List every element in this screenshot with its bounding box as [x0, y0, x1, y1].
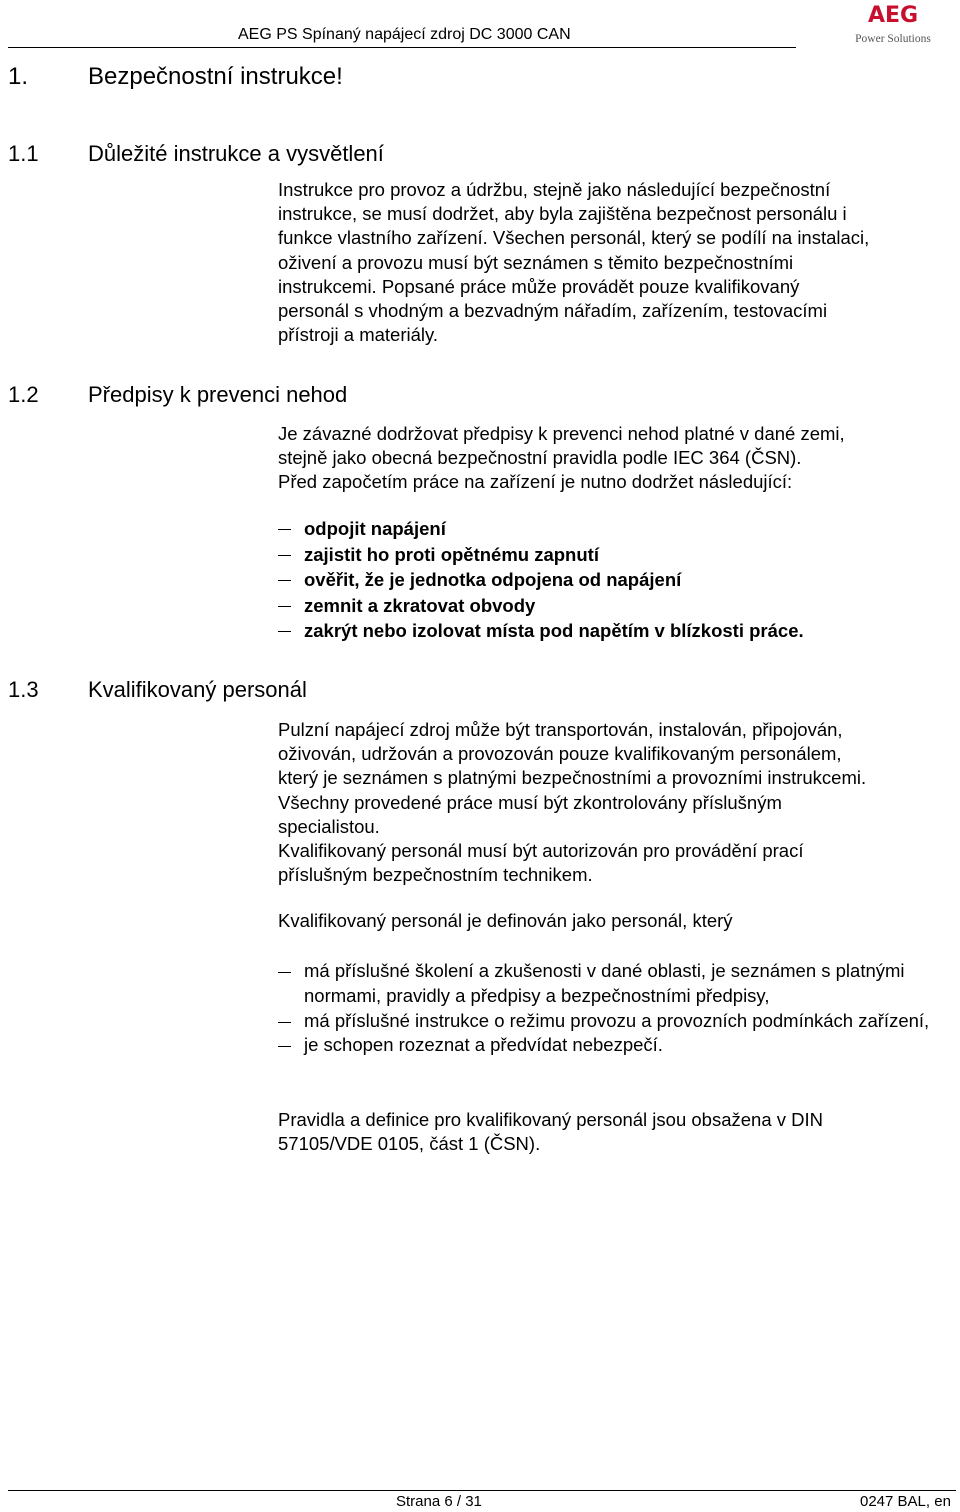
- section-title: Důležité instrukce a vysvětlení: [88, 141, 384, 166]
- text-line: Pulzní napájecí zdroj může být transportován, instalován, připojován,: [278, 719, 843, 740]
- aeg-logo: [848, 4, 938, 46]
- list-item: ověřit, že je jednotka odpojena od napájení: [278, 567, 954, 593]
- footer-rule: [8, 1490, 956, 1491]
- safety-steps-list: [278, 516, 954, 644]
- logo-tagline: Power Solutions: [855, 33, 931, 45]
- dash-bullet-icon: [278, 1022, 291, 1023]
- chapter-title: Bezpečnostní instrukce!: [88, 63, 343, 90]
- section-heading-1-2: [8, 382, 508, 410]
- list-item: má příslušné instrukce o režimu provozu a provozních podmínkách zařízení,: [278, 1009, 954, 1034]
- text-line: příslušným bezpečnostním technikem.: [278, 864, 593, 886]
- dash-bullet-icon: [278, 606, 291, 607]
- dash-bullet-icon: [278, 555, 291, 556]
- dash-bullet-icon: [278, 631, 291, 632]
- chapter-number: 1.: [8, 63, 29, 90]
- text-line: Je závazné dodržovat předpisy k prevenci nehod platné v dané zemi,: [278, 423, 845, 444]
- section-number: 1.1: [8, 141, 39, 166]
- header-title: AEG PS Spínaný napájecí zdroj DC 3000 CAN: [238, 26, 571, 43]
- section-heading-1-1: [8, 141, 508, 169]
- dash-bullet-icon: [278, 1046, 291, 1047]
- list-item: zajistit ho proti opětnému zapnutí: [278, 542, 954, 568]
- text-line: instrukcemi. Popsané práce může provádět pouze kvalifikovaný: [278, 275, 800, 297]
- dash-bullet-icon: [278, 972, 291, 973]
- page-number: Strana 6 / 31: [396, 1493, 482, 1510]
- text-line: funkce vlastního zařízení. Všechen personál, který se podílí na instalaci,: [278, 227, 870, 249]
- text-line: specialistou.: [278, 815, 380, 837]
- text-line: personál s vhodným a bezvadným nářadím, zařízením, testovacími: [278, 300, 828, 322]
- section-title: Předpisy k prevenci nehod: [88, 382, 348, 407]
- dash-bullet-icon: [278, 529, 291, 530]
- text-line: který je seznámen s platnými bezpečnostními a provozními instrukcemi.: [278, 767, 867, 789]
- qualification-list: [278, 959, 954, 1058]
- header-rule: [8, 47, 796, 48]
- document-code: 0247 BAL, en: [860, 1493, 951, 1510]
- dash-bullet-icon: [278, 580, 291, 581]
- text-line: oživován, udržován a provozován pouze kvalifikovaným personálem,: [278, 743, 842, 765]
- list-item: je schopen rozeznat a předvídat nebezpečí.: [278, 1033, 954, 1058]
- text-line: Kvalifikovaný personál musí být autorizován pro provádění prací: [278, 840, 804, 862]
- section-1-3-body: [278, 718, 954, 887]
- logo-wordmark: AEG: [867, 3, 919, 28]
- text-line: Před započetím práce na zařízení je nutno dodržet následující:: [278, 471, 793, 493]
- text-line: Všechny provedené práce musí být zkontrolovány příslušným: [278, 791, 782, 813]
- text-line: Instrukce pro provoz a údržbu, stejně jako následující bezpečnostní: [278, 179, 831, 200]
- section-heading-1-3: [8, 677, 508, 705]
- list-item: zemnit a zkratovat obvody: [278, 593, 954, 619]
- section-1-1-body: [278, 178, 954, 347]
- text-line: přístroji a materiály.: [278, 324, 439, 346]
- text-line: instrukce, se musí dodržet, aby byla zajištěna bezpečnost personálu i: [278, 203, 847, 225]
- section-1-3-closing: [278, 1108, 954, 1156]
- qualified-intro: Kvalifikovaný personál je definován jako personál, který: [278, 910, 733, 931]
- text-line: stejně jako obecná bezpečnostní pravidla podle IEC 364 (ČSN).: [278, 447, 802, 469]
- section-title: Kvalifikovaný personál: [88, 677, 307, 702]
- text-line: oživení a provozu musí být seznámen s těmito bezpečnostními: [278, 251, 794, 273]
- section-1-2-body: [278, 422, 954, 495]
- list-item: odpojit napájení: [278, 516, 954, 542]
- text-line: Pravidla a definice pro kvalifikovaný personál jsou obsažena v DIN: [278, 1109, 824, 1130]
- text-line: 57105/VDE 0105, část 1 (ČSN).: [278, 1133, 541, 1155]
- section-number: 1.3: [8, 677, 39, 702]
- section-number: 1.2: [8, 382, 39, 407]
- list-item: má příslušné školení a zkušenosti v dané oblasti, je seznámen s platnými normami, pravidly a předpisy a bezpečnostními předpisy,: [278, 959, 954, 1009]
- list-item: zakrýt nebo izolovat místa pod napětím v blízkosti práce.: [278, 618, 954, 644]
- chapter-heading: [8, 63, 508, 93]
